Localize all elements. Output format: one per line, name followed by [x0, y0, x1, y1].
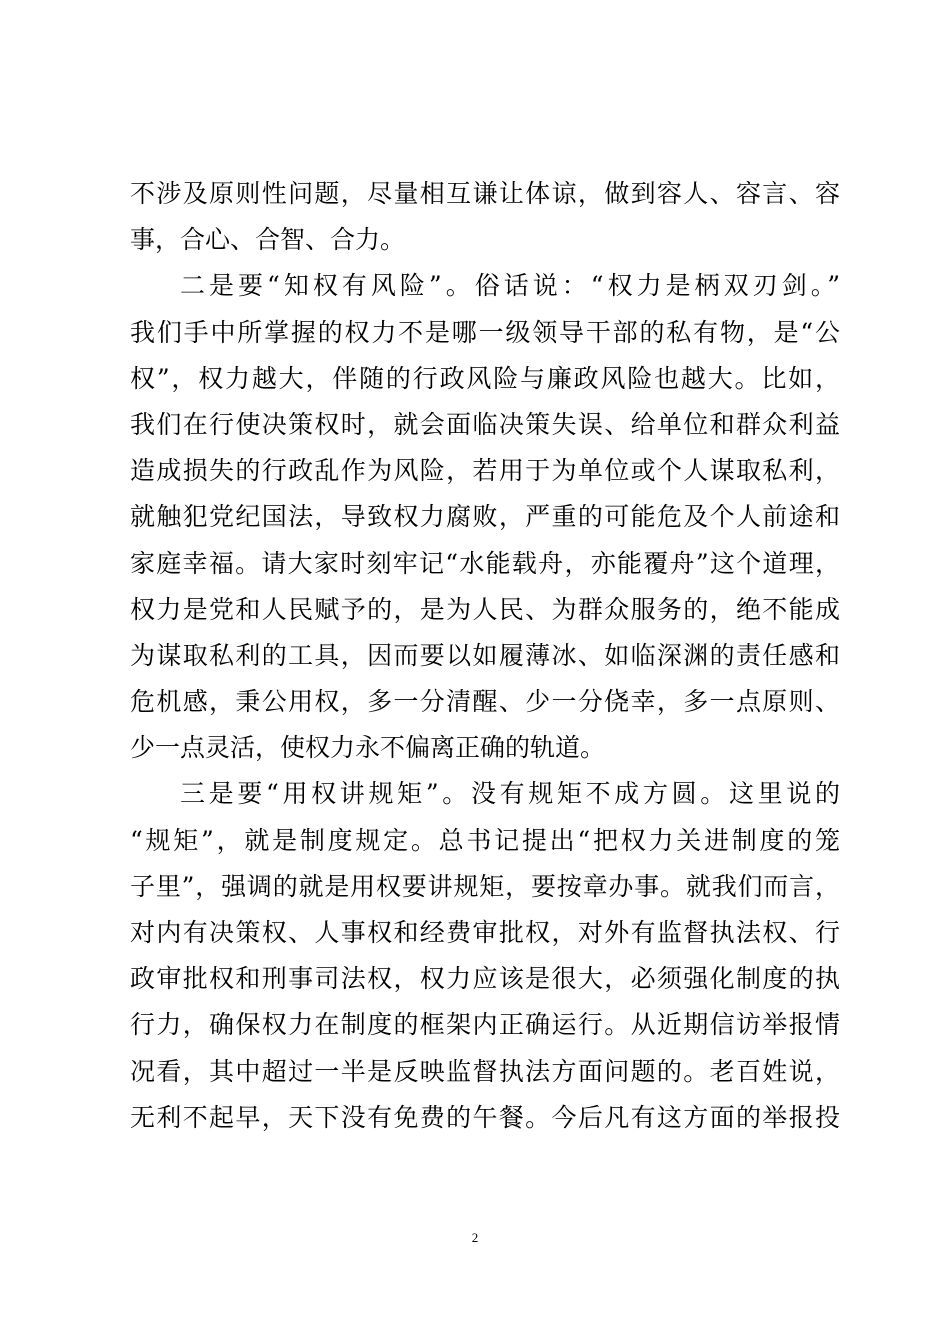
text-line: 无利不起早，天下没有免费的午餐。今后凡有这方面的举报投	[130, 1102, 840, 1132]
text-line: 权力是党和人民赋予的，是为人民、为群众服务的，绝不能成	[130, 594, 840, 624]
text-line: 危机感，秉公用权，多一分清醒、少一分侥幸，多一点原则、	[130, 687, 840, 717]
text-line: 事，合心、合智、合力。	[130, 225, 406, 255]
text-line: 政审批权和刑事司法权，权力应该是很大，必须强化制度的执	[130, 964, 840, 994]
text-line: 少一点灵活，使权力永不偏离正确的轨道。	[130, 733, 606, 763]
text-line: 二是要“知权有风险”。俗话说：“权力是柄双刃剑。”	[180, 271, 840, 301]
text-line: 我们手中所掌握的权力不是哪一级领导干部的私有物，是“公	[130, 317, 840, 347]
text-line: 为谋取私利的工具，因而要以如履薄冰、如临深渊的责任感和	[130, 640, 840, 670]
text-line: 不涉及原则性问题，尽量相互谦让体谅，做到容人、容言、容	[130, 179, 840, 208]
body-text	[130, 171, 840, 1141]
text-line: 就触犯党纪国法，导致权力腐败，严重的可能危及个人前途和	[130, 502, 840, 532]
text-line: 子里”，强调的就是用权要讲规矩，要按章办事。就我们而言，	[130, 871, 840, 901]
text-line: 行力，确保权力在制度的框架内正确运行。从近期信访举报情	[130, 1010, 840, 1040]
text-line: 权”，权力越大，伴随的行政风险与廉政风险也越大。比如，	[130, 363, 840, 393]
page-number: 2	[471, 1230, 479, 1245]
text-line: 造成损失的行政乱作为风险，若用于为单位或个人谋取私利，	[130, 456, 840, 486]
text-line: 对内有决策权、人事权和经费审批权，对外有监督执法权、行	[130, 918, 840, 947]
text-line: 三是要“用权讲规矩”。没有规矩不成方圆。这里说的	[180, 779, 840, 809]
text-line: 家庭幸福。请大家时刻牢记“水能载舟，亦能覆舟”这个道理，	[130, 548, 840, 578]
text-line: 我们在行使决策权时，就会面临决策失误、给单位和群众利益	[130, 409, 840, 439]
text-line: 况看，其中超过一半是反映监督执法方面问题的。老百姓说，	[130, 1056, 840, 1086]
text-line: “规矩”，就是制度规定。总书记提出“把权力关进制度的笼	[130, 825, 840, 855]
